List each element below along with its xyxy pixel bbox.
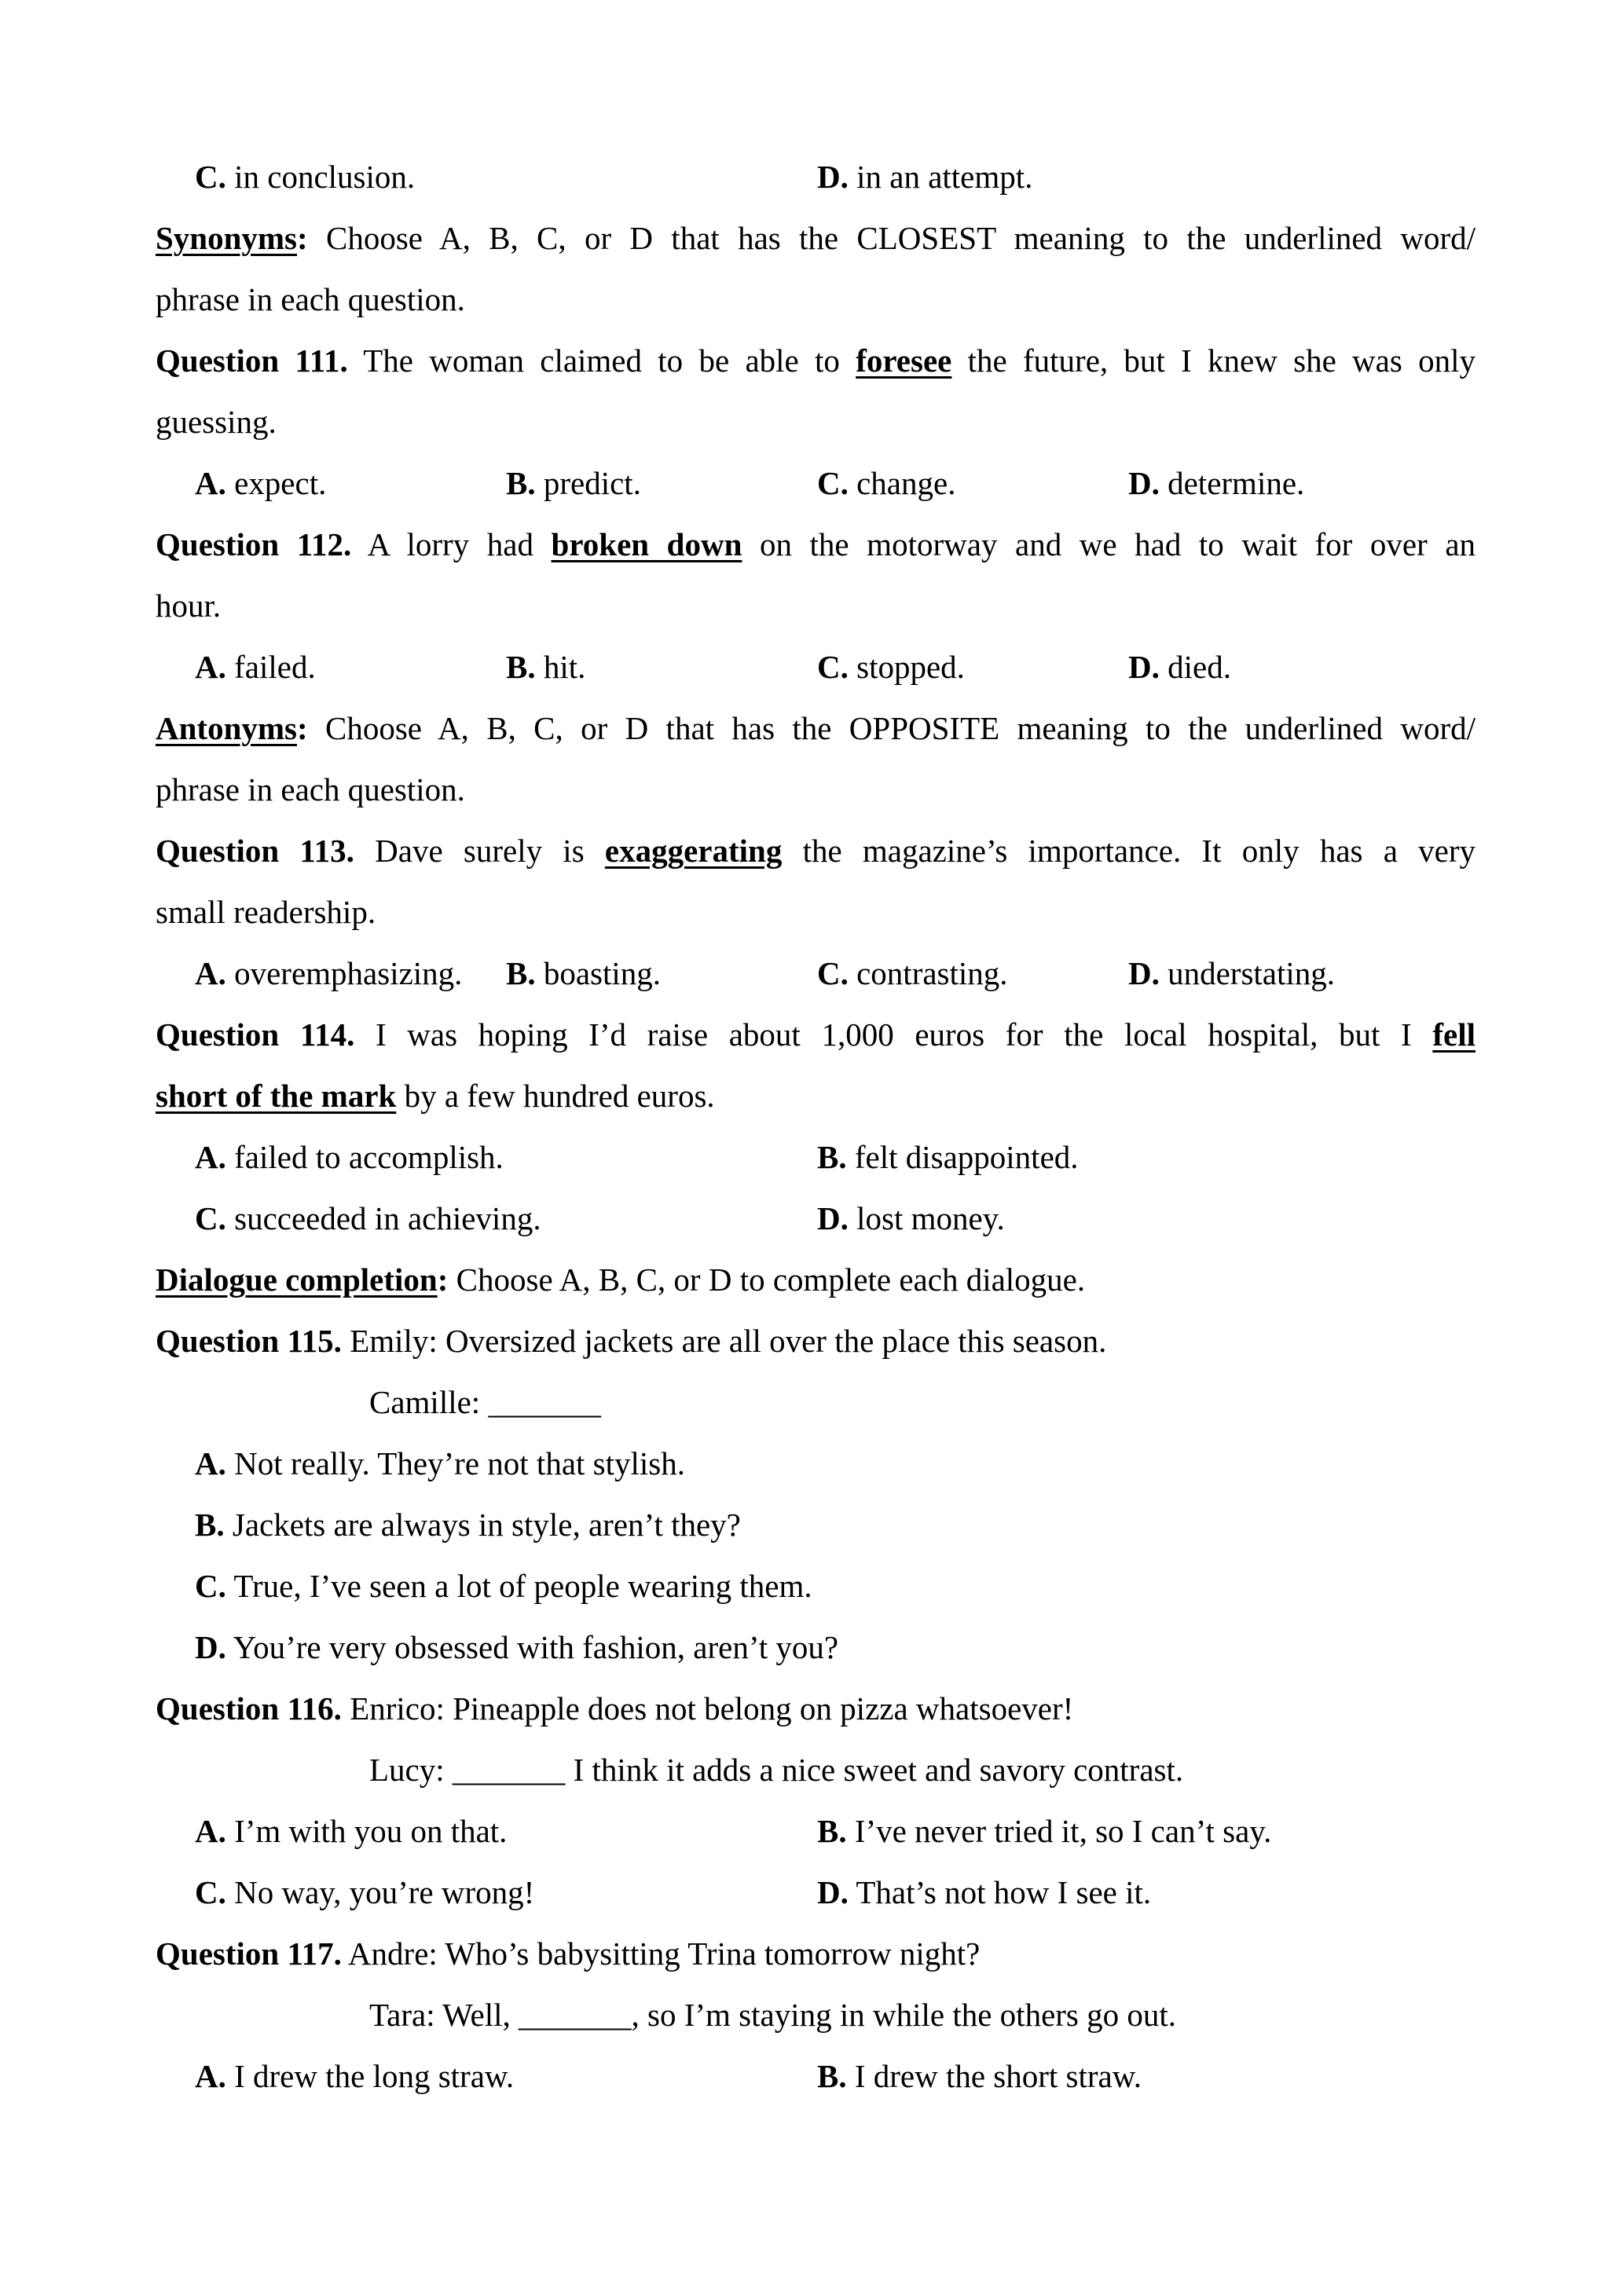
question-111: Question 111. The woman claimed to be able to foresee the future, but I knew she was only xyxy=(156,342,1476,379)
question-label: Question 117. xyxy=(156,1935,342,1972)
underlined-term: fell xyxy=(1432,1016,1476,1053)
q116-option-b[interactable]: B. I’ve never tried it, so I can’t say. xyxy=(817,1813,1272,1849)
q113-option-b[interactable]: B. boasting. xyxy=(506,955,662,991)
q111-option-c[interactable]: C. change. xyxy=(817,465,956,501)
q113-option-a[interactable]: A. overemphasizing. xyxy=(195,955,463,991)
question-112-cont: hour. xyxy=(156,588,222,624)
question-117: Question 117. Andre: Who’s babysitting Trina tomorrow night? xyxy=(156,1935,981,1972)
q113-option-c[interactable]: C. contrasting. xyxy=(817,955,1008,991)
q117-option-b[interactable]: B. I drew the short straw. xyxy=(817,2058,1142,2094)
option-c-prev xyxy=(195,146,415,207)
q116-option-a[interactable]: A. I’m with you on that. xyxy=(195,1813,508,1849)
option-text: in conclusion. xyxy=(225,159,416,195)
underlined-term: broken down xyxy=(551,526,742,562)
dialogue-instruction: Dialogue completion: Choose A, B, C, or D to complete each dialogue. xyxy=(156,1262,1086,1298)
underlined-term: short of the mark xyxy=(156,1078,397,1114)
underlined-term: foresee xyxy=(856,342,952,379)
q114-option-c[interactable]: C. succeeded in achieving. xyxy=(195,1200,541,1236)
question-117-response: Tara: Well, _______, so I’m staying in while the others go out. xyxy=(369,1997,1177,2033)
question-label: Question 114. xyxy=(156,1016,355,1053)
q112-option-b[interactable]: B. hit. xyxy=(506,649,586,685)
question-116: Question 116. Enrico: Pineapple does not belong on pizza whatsoever! xyxy=(156,1690,1074,1727)
q111-option-b[interactable]: B. predict. xyxy=(506,465,641,501)
option-letter: D. xyxy=(817,159,849,195)
antonyms-instruction: Antonyms: Choose A, B, C, or D that has the OPPOSITE meaning to the underlined word/ xyxy=(156,710,1476,746)
option-letter: C. xyxy=(195,159,226,195)
question-label: Question 116. xyxy=(156,1690,342,1727)
q115-option-d[interactable]: D. You’re very obsessed with fashion, aren’t you? xyxy=(195,1629,839,1665)
section-heading-synonyms: Synonyms xyxy=(156,220,298,256)
underlined-term: exaggerating xyxy=(604,833,783,869)
section-heading-dialogue: Dialogue completion xyxy=(156,1262,438,1298)
question-label: Question 111. xyxy=(156,342,348,379)
question-115-response: Camille: _______ xyxy=(369,1384,601,1420)
q113-option-d[interactable]: D. understating. xyxy=(1128,955,1336,991)
question-113: Question 113. Dave surely is exaggerating the magazine’s importance. It only has a very xyxy=(156,833,1476,869)
q115-option-b[interactable]: B. Jackets are always in style, aren’t they? xyxy=(195,1507,741,1543)
q114-option-a[interactable]: A. failed to accomplish. xyxy=(195,1139,504,1175)
question-label: Question 115. xyxy=(156,1323,342,1359)
question-111-cont: guessing. xyxy=(156,404,277,440)
q114-option-d[interactable]: D. lost money. xyxy=(817,1200,1005,1236)
option-text: in an attempt. xyxy=(848,159,1033,195)
q112-option-d[interactable]: D. died. xyxy=(1128,649,1231,685)
q111-option-a[interactable]: A. expect. xyxy=(195,465,327,501)
question-115: Question 115. Emily: Oversized jackets are all over the place this season. xyxy=(156,1323,1107,1359)
question-113-cont: small readership. xyxy=(156,894,376,930)
question-label: Question 113. xyxy=(156,833,354,869)
question-114-cont: short of the mark by a few hundred euros. xyxy=(156,1078,715,1114)
section-heading-antonyms: Antonyms xyxy=(156,710,297,746)
q112-option-a[interactable]: A. failed. xyxy=(195,649,316,685)
question-label: Question 112. xyxy=(156,526,352,562)
q115-option-a[interactable]: A. Not really. They’re not that stylish. xyxy=(195,1445,685,1481)
q114-option-b[interactable]: B. felt disappointed. xyxy=(817,1139,1079,1175)
q115-option-c[interactable]: C. True, I’ve seen a lot of people wearing them. xyxy=(195,1568,812,1604)
q117-option-a[interactable]: A. I drew the long straw. xyxy=(195,2058,515,2094)
q116-option-d[interactable]: D. That’s not how I see it. xyxy=(817,1874,1152,1910)
q116-option-c[interactable]: C. No way, you’re wrong! xyxy=(195,1874,535,1910)
synonyms-instruction-cont: phrase in each question. xyxy=(156,281,465,317)
question-116-response: Lucy: _______ I think it adds a nice sweet and savory contrast. xyxy=(369,1752,1184,1788)
q111-option-d[interactable]: D. determine. xyxy=(1128,465,1305,501)
synonyms-instruction: Synonyms: Choose A, B, C, or D that has the CLOSEST meaning to the underlined word/ xyxy=(156,220,1476,256)
option-d-prev xyxy=(817,146,1032,207)
question-114: Question 114. I was hoping I’d raise about 1,000 euros for the local hospital, but I fell xyxy=(156,1016,1476,1053)
antonyms-instruction-cont: phrase in each question. xyxy=(156,771,465,807)
q112-option-c[interactable]: C. stopped. xyxy=(817,649,965,685)
question-112: Question 112. A lorry had broken down on the motorway and we had to wait for over an xyxy=(156,526,1476,562)
